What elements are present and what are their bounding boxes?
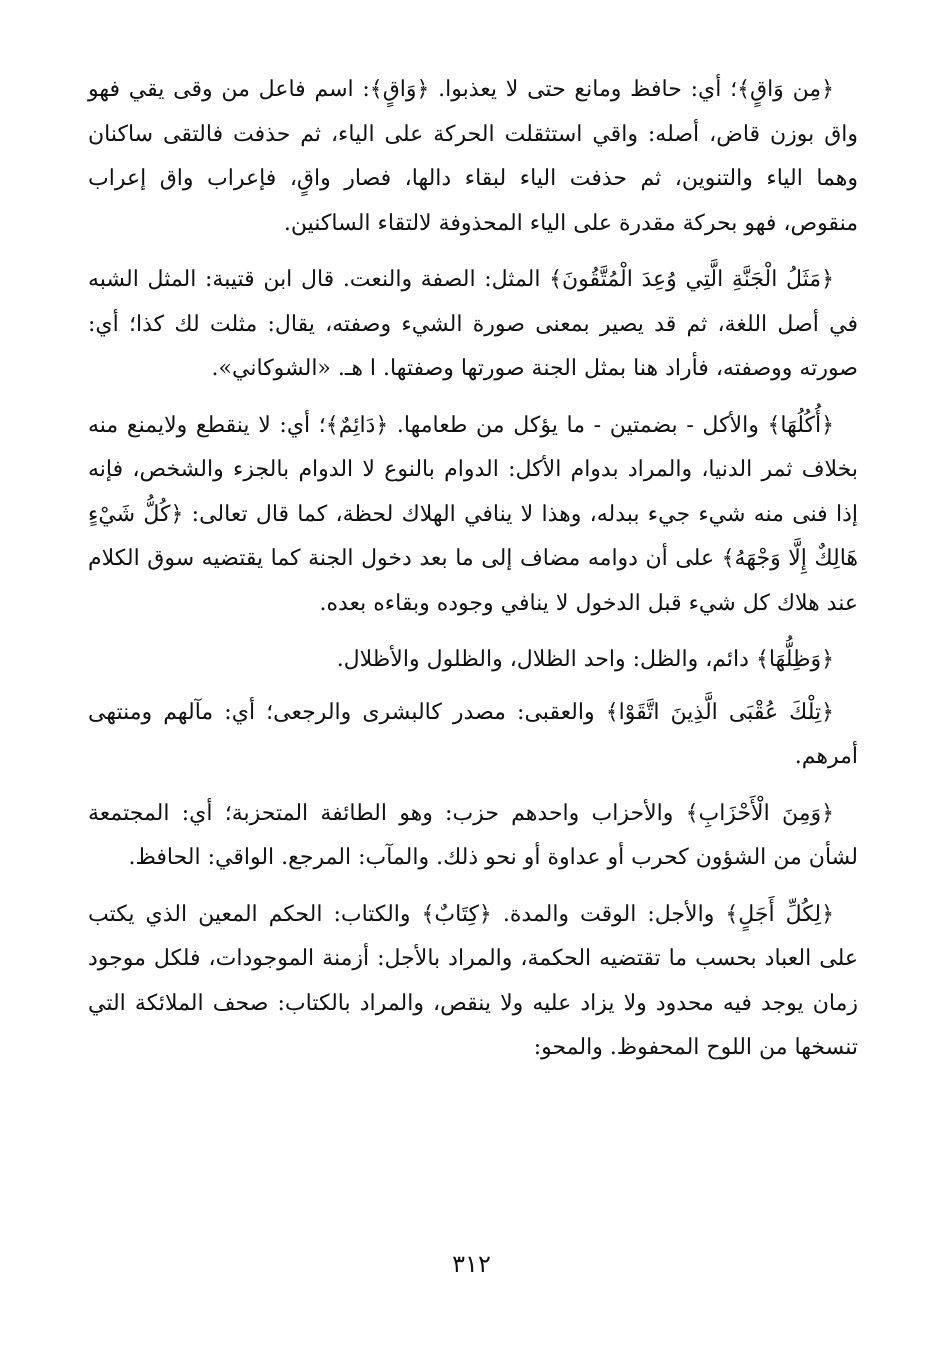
page-number: ٣١٢ xyxy=(452,1250,491,1278)
paragraph-ajal: ﴿لِكُلِّ أَجَلٍ﴾ والأجل: الوقت والمدة. ﴿كِتَابٌ﴾ والكتاب: الحكم المعين الذي يكتب على العباد بحسب ما تقتضيه الحكمة، والمراد بالأجل: أزمنة الموجودات، فلكل موجود زمان يوجد فيه محدود ولا يزاد عليه ولا ينقص، والمراد بالكتاب: صحف الملائكة التي تنسخها من اللوح المحفوظ. والمحو: xyxy=(88,901,858,1060)
paragraph-zilluha: ﴿وَظِلُّهَا﴾ دائم، والظل: واحد الظلال، والظلول والأظلال. xyxy=(336,647,834,672)
paragraph-uqba: ﴿تِلْكَ عُقْبَى الَّذِينَ اتَّقَوْا﴾ والعقبى: مصدر كالبشرى والرجعى؛ أي: مآلهم ومنتهى أمرهم. xyxy=(88,699,858,769)
paragraph-ukuluha: ﴿أُكُلُهَا﴾ والأكل - بضمتين - ما يؤكل من طعامها. ﴿دَائِمٌ﴾؛ أي: لا ينقطع ولايمنع منه بخلاف ثمر الدنيا، والمراد بدوام الأكل: الدوام بالنوع لا الدوام بالجزء والشخص، فإنه إذا فنى منه شيء جيء ببدله، وهذا لا ينافي الهلاك لحظة، كما قال تعالى: ﴿كُلُّ شَيْءٍ هَالِكٌ إِلَّا وَجْهَهُ﴾ على أن دوامه مضاف إلى ما بعد دخول الجنة كما يقتضيه سوق الكلام عند هلاك كل شيء قبل الدخول لا ينافي وجوده وبقاءه بعده. xyxy=(88,412,858,616)
paragraph-mathal: ﴿مَثَلُ الْجَنَّةِ الَّتِي وُعِدَ الْمُتَّقُونَ﴾ المثل: الصفة والنعت. قال ابن قتيبة: المثل الشبه في أصل اللغة، ثم قد يصير بمعنى صورة الشيء وصفته، يقال: مثلت لك كذا؛ أي: صورته ووصفته، فأراد هنا بمثل الجنة صورتها وصفتها. ا هـ. «الشوكاني». xyxy=(88,267,858,381)
page-body xyxy=(88,68,858,1083)
paragraph-ahzab: ﴿وَمِنَ الْأَحْزَابِ﴾ والأحزاب واحدهم حزب: وهو الطائفة المتحزبة؛ أي: المجتمعة لشأن من الشؤون كحرب أو عداوة أو نحو ذلك. والمآب: المرجع. الواقي: الحافظ. xyxy=(88,800,858,870)
paragraph-waq: ﴿مِن وَاقٍ﴾؛ أي: حافظ ومانع حتى لا يعذبوا. ﴿وَاقٍ﴾: اسم فاعل من وقى يقي فهو واق بوزن قاض، أصله: واقي استثقلت الحركة على الياء، ثم حذفت فالتقى ساكنان وهما الياء والتنوين، ثم حذفت الياء لبقاء دالها، فصار واقٍ، فإعراب واق إعراب منقوص، فهو بحركة مقدرة على الياء المحذوفة لالتقاء الساكنين. xyxy=(88,77,858,236)
